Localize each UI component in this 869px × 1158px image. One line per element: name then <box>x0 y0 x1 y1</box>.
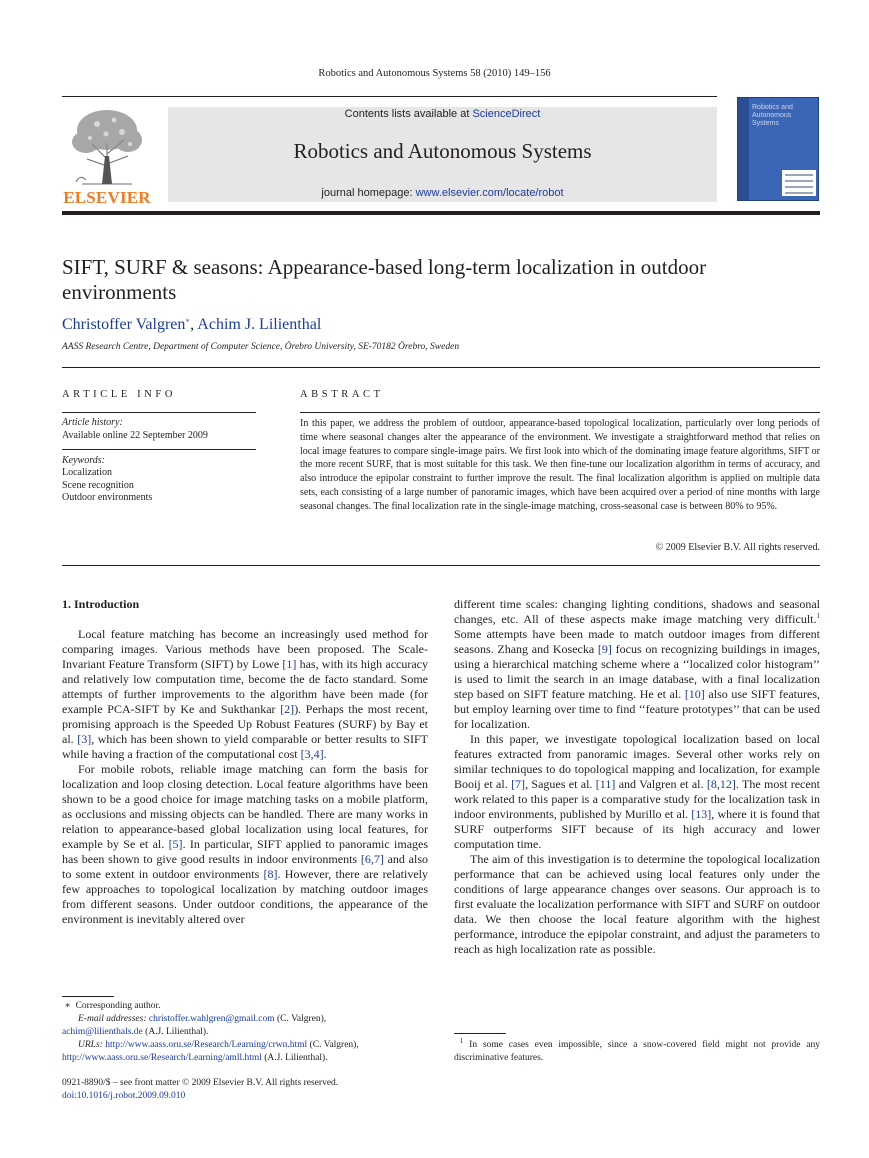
footnote-1: $^1$ In some cases even impossible, since a snow-covered field might not provide any discriminative features. <box>454 1036 820 1063</box>
homepage-link[interactable]: www.elsevier.com/locate/robot <box>415 187 564 199</box>
homepage-line <box>168 187 717 199</box>
article-title: SIFT, SURF & seasons: Appearance-based long-term localization in outdoor environments <box>62 255 707 304</box>
keywords-label: Keywords: <box>62 455 105 466</box>
footnote-ref[interactable]: 1 <box>816 612 820 620</box>
section-heading: 1. Introduction <box>62 597 140 611</box>
abstract-rule <box>300 412 820 413</box>
publisher-wordmark: ELSEVIER <box>63 188 151 207</box>
cover-band <box>738 98 749 200</box>
abstract-end-rule <box>62 565 820 566</box>
front-matter <box>62 1077 338 1103</box>
article-info-rule-2 <box>62 449 256 450</box>
history-label: Article history: <box>62 417 123 428</box>
paragraph: For mobile robots, reliable image matching can form the basis for localization and loop closing detection. Local feature algorithms have been shown to be a good choice for image matching tasks on a mobile platform, as occlusions and missing objects can be handled. There are many works in relation to appearance-based global localization using local features, for example by Se et al. [5]. In particular, SIFT applied to panoramic images has been shown to give good results in indoor environments [6,7] and also to some extent in outdoor environments [8]. However, there are relatively few approaches to topological localization by matching outdoor images from different seasons. Under outdoor conditions, the appearance of the environment is inevitably altered over <box>62 762 429 926</box>
tree-icon <box>62 104 152 188</box>
citation-link[interactable]: [9] <box>597 642 612 656</box>
keywords-list <box>62 467 152 505</box>
journal-title: Robotics and Autonomous Systems <box>293 139 592 163</box>
history-value: Available online 22 September 2009 <box>62 430 208 441</box>
email-footnote-cont: achim@lilienthals.de (A.J. Lilienthal). <box>62 1027 209 1037</box>
footnote-rule <box>62 996 114 997</box>
body-column-right <box>454 597 820 957</box>
citation-link[interactable]: [11] <box>595 777 616 791</box>
contents-line <box>168 107 717 121</box>
citation-link[interactable]: [7] <box>511 777 526 791</box>
paragraph: In this paper, we investigate topological localization based on local features extracted from panoramic images. Several other works rely on similar techniques to do topological mapping and localization, for example Booij et al. [7], Sagues et al. [11] and Valgren et al. [8,12]. The most recent work related to this paper is a comparative study for the localization task in indoor environments, published by Murillo et al. [13], where it is found that SURF outperforms SIFT because of its high accuracy and lower computation time. <box>454 732 821 851</box>
url-link-valgren[interactable]: http://www.aass.oru.se/Research/Learning/crwn.html <box>105 1040 308 1050</box>
cover-publisher-box <box>782 170 816 196</box>
url-footnote-cont: http://www.aass.oru.se/Research/Learning/amll.html (A.J. Lilienthal). <box>62 1053 328 1063</box>
author-line <box>62 316 321 334</box>
citation-link[interactable]: [13] <box>691 807 712 821</box>
issn-line: 0921-8890/$ – see front matter © 2009 Elsevier B.V. All rights reserved. <box>62 1078 339 1088</box>
footnote-mark: 1 <box>459 1036 464 1045</box>
journal-reference: Robotics and Autonomous Systems 58 (2010) 149–156 <box>318 68 551 79</box>
email-link-lilienthal[interactable]: achim@lilienthals.de <box>62 1027 143 1037</box>
affiliation: AASS Research Centre, Department of Computer Science, Örebro University, SE-70182 Örebro, Sweden <box>62 342 460 352</box>
author-valgren[interactable]: Christoffer Valgren <box>62 316 186 333</box>
paragraph: Local feature matching has become an increasingly used method for comparing images. Various methods have been proposed. The Scale-Invariant Feature Transform (SIFT) by Lowe [1] has, with its high accuracy and relatively low computation time, become the de facto standard. Some attempts of further improvements to the algorithm have been made (for example PCA-SIFT by Ke and Sukthankar [2]). Perhaps the most recent, promising approach is the Speeded Up Robust Features (SURF) by Bay et al. [3], which has been shown to yield comparable or better results to SIFT while having a fraction of the computational cost [3,4]. <box>62 627 428 761</box>
citation-link[interactable]: [6,7] <box>360 852 384 866</box>
article-info-heading: ARTICLE INFO <box>62 389 177 400</box>
contents-prefix: Contents lists available at <box>344 108 473 120</box>
keyword: Scene recognition <box>62 479 134 491</box>
abstract-heading: ABSTRACT <box>300 389 384 400</box>
citation-link[interactable]: [8] <box>263 867 278 881</box>
sciencedirect-link[interactable]: ScienceDirect <box>472 108 541 120</box>
homepage-prefix: journal homepage: <box>321 187 416 199</box>
citation-link[interactable]: [3,4] <box>300 747 324 761</box>
url-link-lilienthal[interactable]: http://www.aass.oru.se/Research/Learning/amll.html <box>62 1053 262 1063</box>
paragraph: different time scales: changing lighting conditions, shadows and seasonal changes, etc. All of these aspects make image matching very difficult.$^1$ Some attempts have been made to match outdoor images from different seasons. Zhang and Kosecka [9] focus on recognizing buildings in images, using a hierarchical matching scheme where a ‘‘localized color histogram’’ is used to limit the search in an image database, with a final localization step based on SIFT feature matching. He et al. [10] also use SIFT features, but employ learning over time to find ‘‘feature prototypes’’ that can be used for localization. <box>454 597 820 731</box>
doi-link[interactable]: doi:10.1016/j.robot.2009.09.010 <box>62 1091 186 1101</box>
citation-link[interactable]: [1] <box>282 657 297 671</box>
elsevier-logo <box>62 104 152 206</box>
citation-link[interactable]: [8,12] <box>706 777 736 791</box>
author-lilienthal[interactable]: Achim J. Lilienthal <box>197 316 322 333</box>
keyword: Localization <box>62 467 112 478</box>
email-footnote: E-mail addresses: christoffer.wahlgren@gmail.com (C. Valgren), <box>78 1014 327 1024</box>
section-rule <box>62 367 820 368</box>
body-column-left <box>62 597 428 927</box>
citation-link[interactable]: [5] <box>168 837 183 851</box>
copyright: © 2009 Elsevier B.V. All rights reserved. <box>655 542 820 553</box>
journal-banner <box>168 107 717 202</box>
article-info-rule <box>62 412 256 413</box>
footnote-rule-2 <box>454 1033 506 1034</box>
keyword: Outdoor environments <box>62 492 153 503</box>
citation-link[interactable]: [10] <box>684 687 705 701</box>
header-thick-rule <box>62 211 820 215</box>
citation-link[interactable]: [2] <box>280 702 295 716</box>
citation-link[interactable]: [3] <box>77 732 92 746</box>
journal-cover <box>737 97 819 201</box>
url-footnote: URLs: http://www.aass.oru.se/Research/Learning/crwn.html (C. Valgren), <box>78 1040 359 1050</box>
corresponding-mark[interactable]: ∗ <box>185 316 191 325</box>
cover-title: Robotics and Autonomous Systems <box>752 104 793 127</box>
author-footnotes <box>62 1000 428 1065</box>
abstract-text: In this paper, we address the problem of outdoor, appearance-based topological localization, particularly over long periods of time where seasonal changes alter the appearance of the environment. We investigate a straightforward method that relies on local image features to compare single-image pairs. We first look into which of the dominating image feature algorithms, SIFT or the more recent SURF, that is most suitable for this task. We then fine-tune our localization algorithm in terms of accuracy, and also introduce the epipolar constraint to further improve the result. The final localization algorithm is applied on multiple data sets, each consisting of a large number of panoramic images, which have been acquired over a period of nine months with large seasonal changes. The final localization rate in the single-image matching, cross-seasonal case is between 80% to 95%. <box>300 418 820 512</box>
corresponding-footnote: ∗ Corresponding author. <box>64 1001 161 1011</box>
email-link-valgren[interactable]: christoffer.wahlgren@gmail.com <box>148 1014 275 1024</box>
paragraph: The aim of this investigation is to determine the topological localization performance that can be achieved using local features only under the conditions of large appearance changes over seasons. Our approach is to first evaluate the localization performance with SIFT and SURF on outdoor data. We then choose the local feature algorithm with the highest performance, introduce the epipolar constraint, and adjust the parameters to reach as high localization rate as possible. <box>454 852 820 956</box>
author-separator: , <box>190 316 198 333</box>
header-rule <box>62 96 717 97</box>
